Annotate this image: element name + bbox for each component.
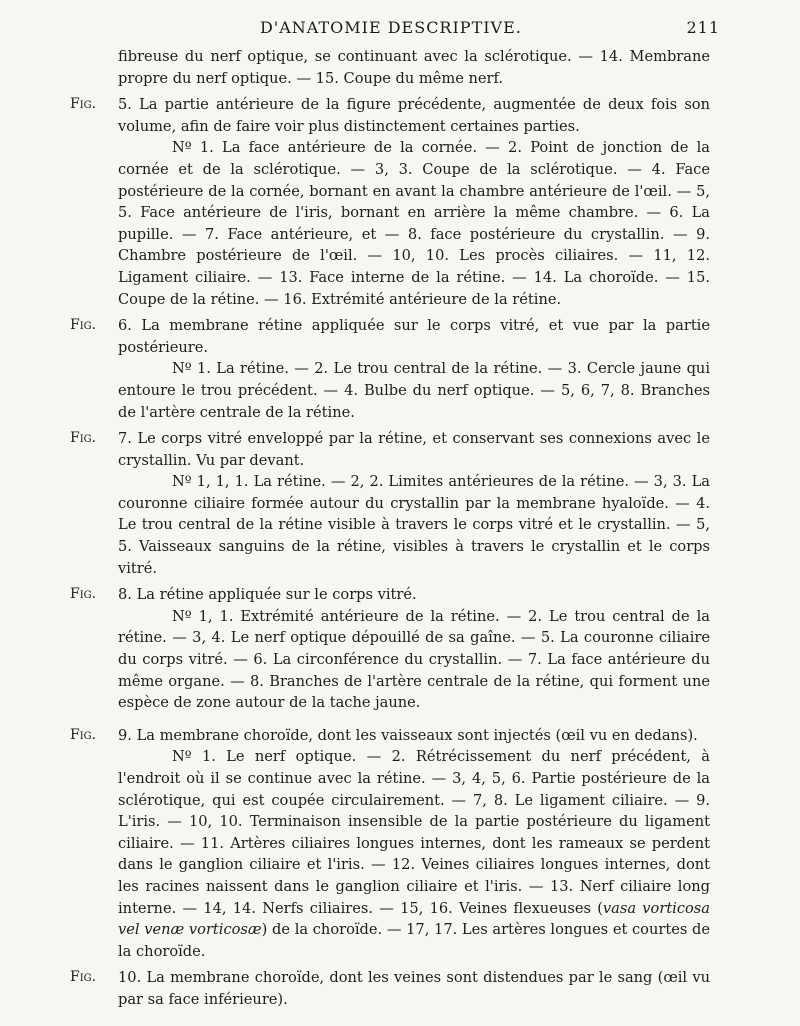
running-header [70,18,720,42]
figure-9-entry [70,725,710,963]
figure-legend [70,746,710,962]
figure-label: Fig. [70,969,97,986]
figure-caption: 5. La partie antérieure de la figure précédente, augmentée de deux fois son volume, afin de faire voir plus distinctement certaines parties. [118,96,710,135]
figure-legend-part: ) de la choroïde. — 17, 17. Les artères longues et courtes de la choroïde. [118,921,711,960]
figure-caption: 8. La rétine appliquée sur le corps vitré. [118,586,417,604]
figure-label: Fig. [70,430,97,447]
figure-caption: 7. Le corps vitré enveloppé par la rétine, et conservant ses connexions avec le crystallin. Vu par devant. [118,430,710,469]
figure-10-entry [70,967,710,1010]
figure-legend: Nº 1, 1, 1. La rétine. — 2, 2. Limites antérieures de la rétine. — 3, 3. La couronne ciliaire formée autour du crystallin par la membrane hyaloïde. — 4. Le trou central de la rétine visible à travers le corps vitré et le crystallin. — 5, 5. Vaisseaux sanguins de la rétine, visibles à travers le crystallin et le corps vitré. [118,473,710,577]
figure-6-entry [70,315,710,423]
page-body [70,46,710,1011]
figure-caption: 10. La membrane choroïde, dont les veines sont distendues par le sang (œil vu par sa face inférieure). [118,969,710,1008]
figure-legend: Nº 1, 1. Extrémité antérieure de la rétine. — 2. Le trou central de la rétine. — 3, 4. Le nerf optique dépouillé de sa gaîne. — 5. La couronne ciliaire du corps vitré. — 6. La circonférence du crystallin. — 7. La face antérieure du même organe. — 8. Branches de l'artère centrale de la rétine, qui forment une espèce de zone autour de la tache jaune. [118,607,710,712]
page-number: 211 [686,18,720,37]
page-title: D'ANATOMIE DESCRIPTIVE. [260,18,522,37]
figure-legend: Nº 1. La face antérieure de la cornée. — 2. Point de jonction de la cornée et de la sclérotique. — 3, 3. Coupe de la sclérotique. — 4. Face postérieure de la cornée, bornant en avant la chambre antérieure de l'œil. — 5, 5. Face antérieure de l'iris, bornant en arrière la même chambre. — 6. La pupille. — 7. Face antérieure, et — 8. face postérieure du crystallin. — 9. Chambre postérieure de l'œil. — 10, 10. Les procès ciliaires. — 11, 12. Ligament ciliaire. — 13. Face interne de la rétine. — 14. La choroïde. — 15. Coupe de la rétine. — 16. Extrémité antérieure de la rétine. [118,139,710,308]
figure-5-entry [70,94,710,310]
continuation-paragraph: fibreuse du nerf optique, se continuant avec la sclérotique. — 14. Membrane propre du nerf optique. — 15. Coupe du même nerf. [118,48,710,87]
figure-legend: Nº 1. La rétine. — 2. Le trou central de la rétine. — 3. Cercle jaune qui entoure le trou précédent. — 4. Bulbe du nerf optique. — 5, 6, 7, 8. Branches de l'artère centrale de la rétine. [118,360,710,421]
figure-7-entry [70,428,710,579]
figure-label: Fig. [70,317,97,334]
figure-legend-latin-term: vasa vorticosa vel venæ vorticosæ [118,899,710,939]
figure-label: Fig. [70,726,97,743]
figure-8-entry [70,584,710,714]
figure-caption: 9. La membrane choroïde, dont les vaisseaux sont injectés (œil vu en dedans). [118,726,698,744]
figure-legend-part: Nº 1. Le nerf optique. — 2. Rétrécissement du nerf précédent, à l'endroit où il se continue avec la rétine. — 3, 4, 5, 6. Partie postérieure de la sclérotique, qui est coupée circulairement. — 7, 8. Le ligament ciliaire. — 9. L'iris. — 10, 10. Terminaison insensible de la partie postérieure du ligament ciliaire. — 11. Artères ciliaires longues internes, dont les rameaux se perdent dans le ganglion ciliaire et l'iris. — 12. Veines ciliaires longues internes, dont les racines naissent dans le ganglion ciliaire et l'iris. — 13. Nerf ciliaire long interne. — 14, 14. Nerfs ciliaires. — 15, 16. Veines flexueuses ( [118,748,710,917]
figure-caption: 6. La membrane rétine appliquée sur le corps vitré, et vue par la partie postérieure. [118,317,710,356]
figure-label: Fig. [70,96,97,113]
figure-label: Fig. [70,586,97,603]
